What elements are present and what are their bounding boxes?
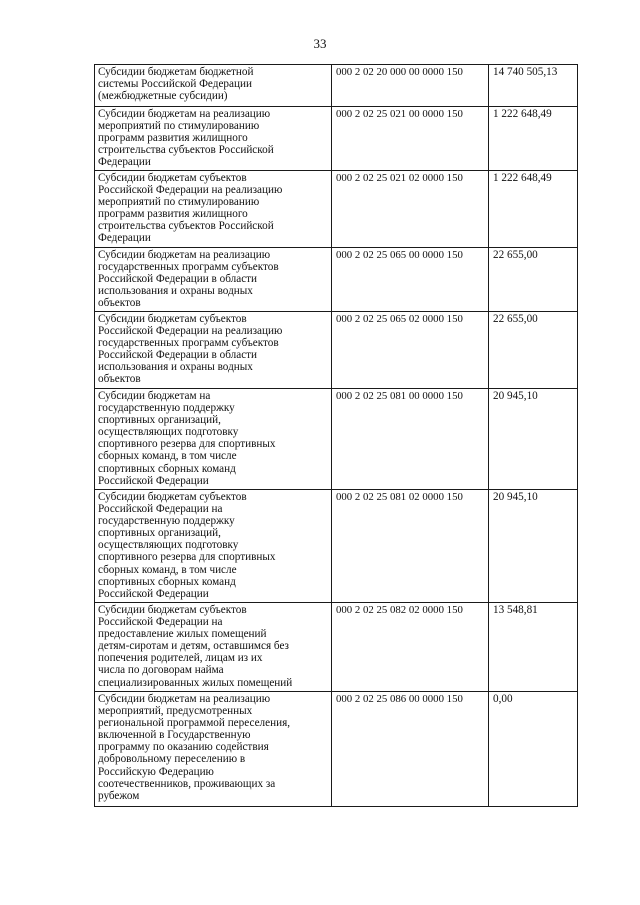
row-code-cell: 000 2 02 25 082 02 0000 150 — [332, 603, 489, 692]
row-code-cell: 000 2 02 25 065 00 0000 150 — [332, 248, 489, 312]
table-row — [95, 692, 578, 807]
row-name-line: спортивного резерва для спортивных — [98, 438, 276, 451]
budget-table-body — [95, 65, 578, 807]
row-name-cell — [95, 248, 332, 312]
row-name-line: добровольному переселению в — [98, 753, 246, 766]
row-name-line: спортивного резерва для спортивных — [98, 551, 276, 564]
budget-table — [94, 64, 578, 807]
row-name-line: соотечественников, проживающих за — [98, 777, 276, 790]
row-name-line: Российской Федерации в области — [98, 349, 258, 362]
row-amount-cell: 1 222 648,49 — [489, 107, 578, 171]
table-row — [95, 490, 578, 603]
row-name-line: осуществляющих подготовку — [98, 539, 239, 552]
row-amount-cell: 22 655,00 — [489, 248, 578, 312]
row-name-line: специализированных жилых помещений — [98, 676, 293, 689]
row-name-line: программ развития жилищного — [98, 132, 248, 145]
row-name-line: мероприятий по стимулированию — [98, 196, 260, 209]
row-amount-cell: 0,00 — [489, 692, 578, 807]
row-name-line: Субсидии бюджетам на реализацию — [98, 108, 271, 120]
row-name-line: (межбюджетные субсидии) — [98, 90, 228, 103]
table-row — [95, 65, 578, 107]
row-name-cell — [95, 490, 332, 603]
row-name-line: числа по договорам найма — [98, 664, 224, 677]
row-code-cell: 000 2 02 25 065 02 0000 150 — [332, 312, 489, 389]
row-code-cell: 000 2 02 20 000 00 0000 150 — [332, 65, 489, 107]
row-name-line: Российской Федерации — [98, 587, 209, 600]
row-name-line: Российской Федерации на — [98, 616, 223, 629]
row-name-line: программ развития жилищного — [98, 208, 248, 221]
row-name-line: использования и охраны водных — [98, 361, 253, 374]
row-name-line: Федерации — [98, 232, 151, 245]
row-name-cell — [95, 603, 332, 692]
row-amount-cell: 1 222 648,49 — [489, 171, 578, 248]
row-name-line: объектов — [98, 297, 141, 310]
row-name-line: использования и охраны водных — [98, 285, 253, 298]
row-name-line: сборных команд, в том числе — [98, 563, 237, 576]
row-name-line: спортивных организаций, — [98, 527, 221, 540]
table-row — [95, 171, 578, 248]
row-name-line: включенной в Государственную — [98, 729, 251, 742]
row-name-line: системы Российской Федерации — [98, 78, 252, 91]
table-row — [95, 107, 578, 171]
row-amount-cell: 14 740 505,13 — [489, 65, 578, 107]
row-name-line: Субсидии бюджетам субъектов — [98, 491, 247, 503]
row-code-cell: 000 2 02 25 086 00 0000 150 — [332, 692, 489, 807]
row-name-line: государственную поддержку — [98, 402, 235, 415]
row-name-cell — [95, 171, 332, 248]
row-name-line: спортивных сборных команд — [98, 462, 236, 475]
row-name-line: региональной программой переселения, — [98, 717, 291, 730]
row-name-line: спортивных сборных команд — [98, 575, 236, 588]
row-name-line: Российской Федерации — [98, 474, 209, 487]
row-name-cell — [95, 312, 332, 389]
table-row — [95, 603, 578, 692]
row-name-line: мероприятий по стимулированию — [98, 120, 260, 133]
row-name-line: рубежом — [98, 789, 140, 802]
row-name-line: Субсидии бюджетам на реализацию — [98, 693, 271, 705]
row-name-line: мероприятий, предусмотренных — [98, 705, 253, 718]
row-name-line: государственную поддержку — [98, 515, 235, 528]
row-code-cell: 000 2 02 25 081 02 0000 150 — [332, 490, 489, 603]
row-name-line: сборных команд, в том числе — [98, 450, 237, 463]
row-amount-cell: 20 945,10 — [489, 490, 578, 603]
page-number: 33 — [313, 36, 327, 51]
row-name-cell — [95, 65, 332, 107]
row-name-line: Субсидии бюджетам бюджетной — [98, 66, 254, 78]
row-code-cell: 000 2 02 25 021 00 0000 150 — [332, 107, 489, 171]
row-amount-cell: 13 548,81 — [489, 603, 578, 692]
row-name-cell — [95, 692, 332, 807]
row-name-cell — [95, 389, 332, 490]
row-name-line: спортивных организаций, — [98, 414, 221, 427]
row-name-line: государственных программ субъектов — [98, 261, 279, 274]
row-name-line: попечения родителей, лицам из их — [98, 652, 263, 665]
table-row — [95, 248, 578, 312]
row-amount-cell: 22 655,00 — [489, 312, 578, 389]
row-name-line: Российской Федерации на — [98, 503, 223, 516]
table-row — [95, 389, 578, 490]
row-name-line: строительства субъектов Российской — [98, 220, 274, 233]
row-name-line: Федерации — [98, 156, 151, 169]
row-code-cell: 000 2 02 25 081 00 0000 150 — [332, 389, 489, 490]
row-name-line: предоставление жилых помещений — [98, 628, 267, 641]
row-name-line: программу по оказанию содействия — [98, 741, 269, 754]
row-name-line: Российскую Федерацию — [98, 765, 214, 778]
row-name-line: Российской Федерации на реализацию — [98, 325, 283, 338]
row-name-cell — [95, 107, 332, 171]
table-row — [95, 312, 578, 389]
row-name-line: Субсидии бюджетам на — [98, 390, 211, 402]
row-name-line: Субсидии бюджетам субъектов — [98, 604, 247, 616]
row-code-cell: 000 2 02 25 021 02 0000 150 — [332, 171, 489, 248]
row-name-line: Российской Федерации на реализацию — [98, 184, 283, 197]
row-name-line: объектов — [98, 373, 141, 386]
row-name-line: детям-сиротам и детям, оставшимся без — [98, 640, 289, 653]
row-name-line: Субсидии бюджетам субъектов — [98, 172, 247, 184]
row-name-line: Субсидии бюджетам на реализацию — [98, 249, 271, 261]
row-name-line: Субсидии бюджетам субъектов — [98, 313, 247, 325]
row-name-line: строительства субъектов Российской — [98, 144, 274, 157]
row-name-line: Российской Федерации в области — [98, 273, 258, 286]
row-name-line: государственных программ субъектов — [98, 337, 279, 350]
row-amount-cell: 20 945,10 — [489, 389, 578, 490]
row-name-line: осуществляющих подготовку — [98, 426, 239, 439]
